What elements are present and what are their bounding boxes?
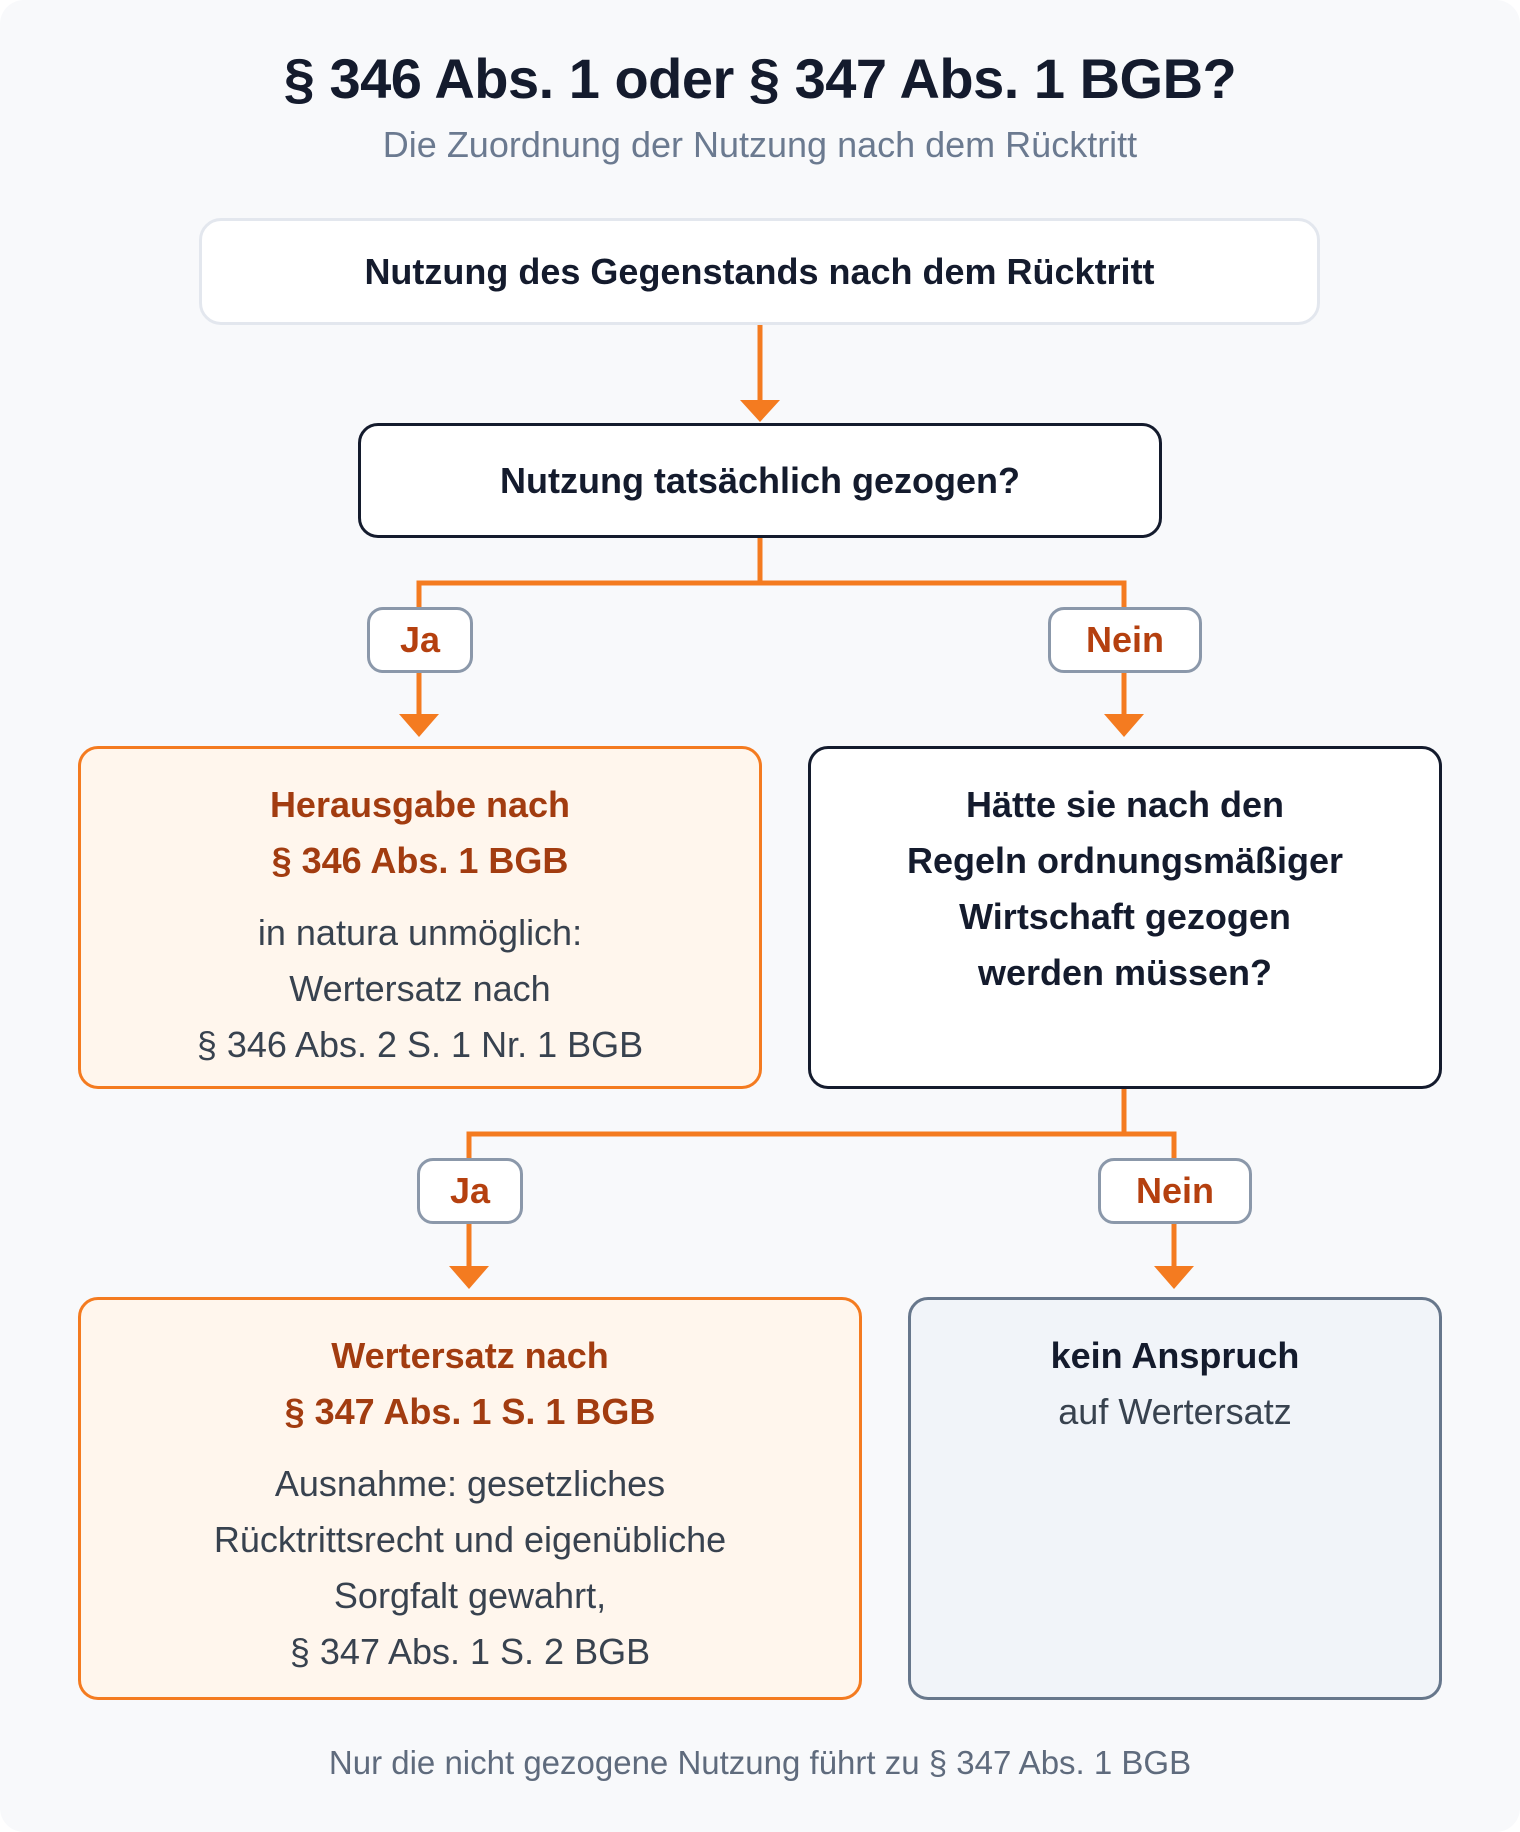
no-label-1 xyxy=(1048,607,1202,673)
decision-node-1-label: Nutzung tatsächlich gezogen? xyxy=(499,459,1020,501)
arrowhead-result-c xyxy=(1154,1266,1194,1289)
result-b-title-line: Wertersatz nach xyxy=(331,1335,609,1376)
yes-label-1-text: Ja xyxy=(399,619,441,660)
start-node xyxy=(199,218,1320,325)
result-node-wertersatz xyxy=(78,1297,862,1700)
connector-decision1-branch xyxy=(419,583,1124,626)
arrowhead-result-b xyxy=(449,1266,489,1289)
result-node-kein-anspruch xyxy=(908,1297,1442,1700)
result-b-body-line: Rücktrittsrecht und eigenübliche xyxy=(213,1519,727,1560)
no-label-1-text: Nein xyxy=(1085,619,1164,660)
arrowhead-result-a xyxy=(399,714,439,737)
connector-decision2-branch xyxy=(469,1134,1174,1164)
result-a-body-line: Wertersatz nach xyxy=(289,968,551,1009)
result-b-title xyxy=(285,1328,656,1440)
result-a-title-line: § 346 Abs. 1 BGB xyxy=(271,840,569,881)
page-title: § 346 Abs. 1 oder § 347 Abs. 1 BGB? xyxy=(283,47,1237,110)
result-b-body-line: Sorgfalt gewahrt, xyxy=(333,1575,607,1616)
footer-note: Nur die nicht gezogene Nutzung führt zu § 347 Abs. 1 BGB xyxy=(328,1744,1192,1781)
result-c-title: kein Anspruch xyxy=(1050,1335,1300,1376)
result-a-body-line: § 346 Abs. 2 S. 1 Nr. 1 BGB xyxy=(196,1024,644,1065)
result-a-body xyxy=(197,905,643,1073)
yes-label-2 xyxy=(417,1158,523,1224)
decision-node-2 xyxy=(808,746,1442,1089)
result-a-title-line: Herausgabe nach xyxy=(269,784,571,825)
result-a-body-line: in natura unmöglich: xyxy=(257,912,583,953)
result-c-body: auf Wertersatz xyxy=(1058,1391,1292,1432)
no-label-2-text: Nein xyxy=(1135,1170,1214,1211)
arrowhead-decision1 xyxy=(740,400,780,422)
no-label-2 xyxy=(1098,1158,1252,1224)
decision-node-1 xyxy=(358,423,1162,538)
yes-label-2-text: Ja xyxy=(449,1170,491,1211)
result-node-herausgabe xyxy=(78,746,762,1089)
arrowhead-decision2 xyxy=(1104,714,1144,737)
result-b-body xyxy=(214,1456,726,1680)
result-a-title xyxy=(270,777,570,889)
result-b-title-line: § 347 Abs. 1 S. 1 BGB xyxy=(284,1391,656,1432)
start-node-label: Nutzung des Gegenstands nach dem Rücktritt xyxy=(364,250,1155,292)
page-subtitle: Die Zuordnung der Nutzung nach dem Rücktritt xyxy=(382,124,1138,165)
decision-node-2-line: Regeln ordnungsmäßiger xyxy=(906,840,1344,881)
result-b-body-line: § 347 Abs. 1 S. 2 BGB xyxy=(289,1631,651,1672)
decision-node-2-line: Hätte sie nach den xyxy=(965,784,1285,825)
result-b-body-line: Ausnahme: gesetzliches xyxy=(274,1463,666,1504)
yes-label-1 xyxy=(367,607,473,673)
decision-node-2-line: werden müssen? xyxy=(977,952,1273,993)
decision-node-2-line: Wirtschaft gezogen xyxy=(959,896,1291,937)
